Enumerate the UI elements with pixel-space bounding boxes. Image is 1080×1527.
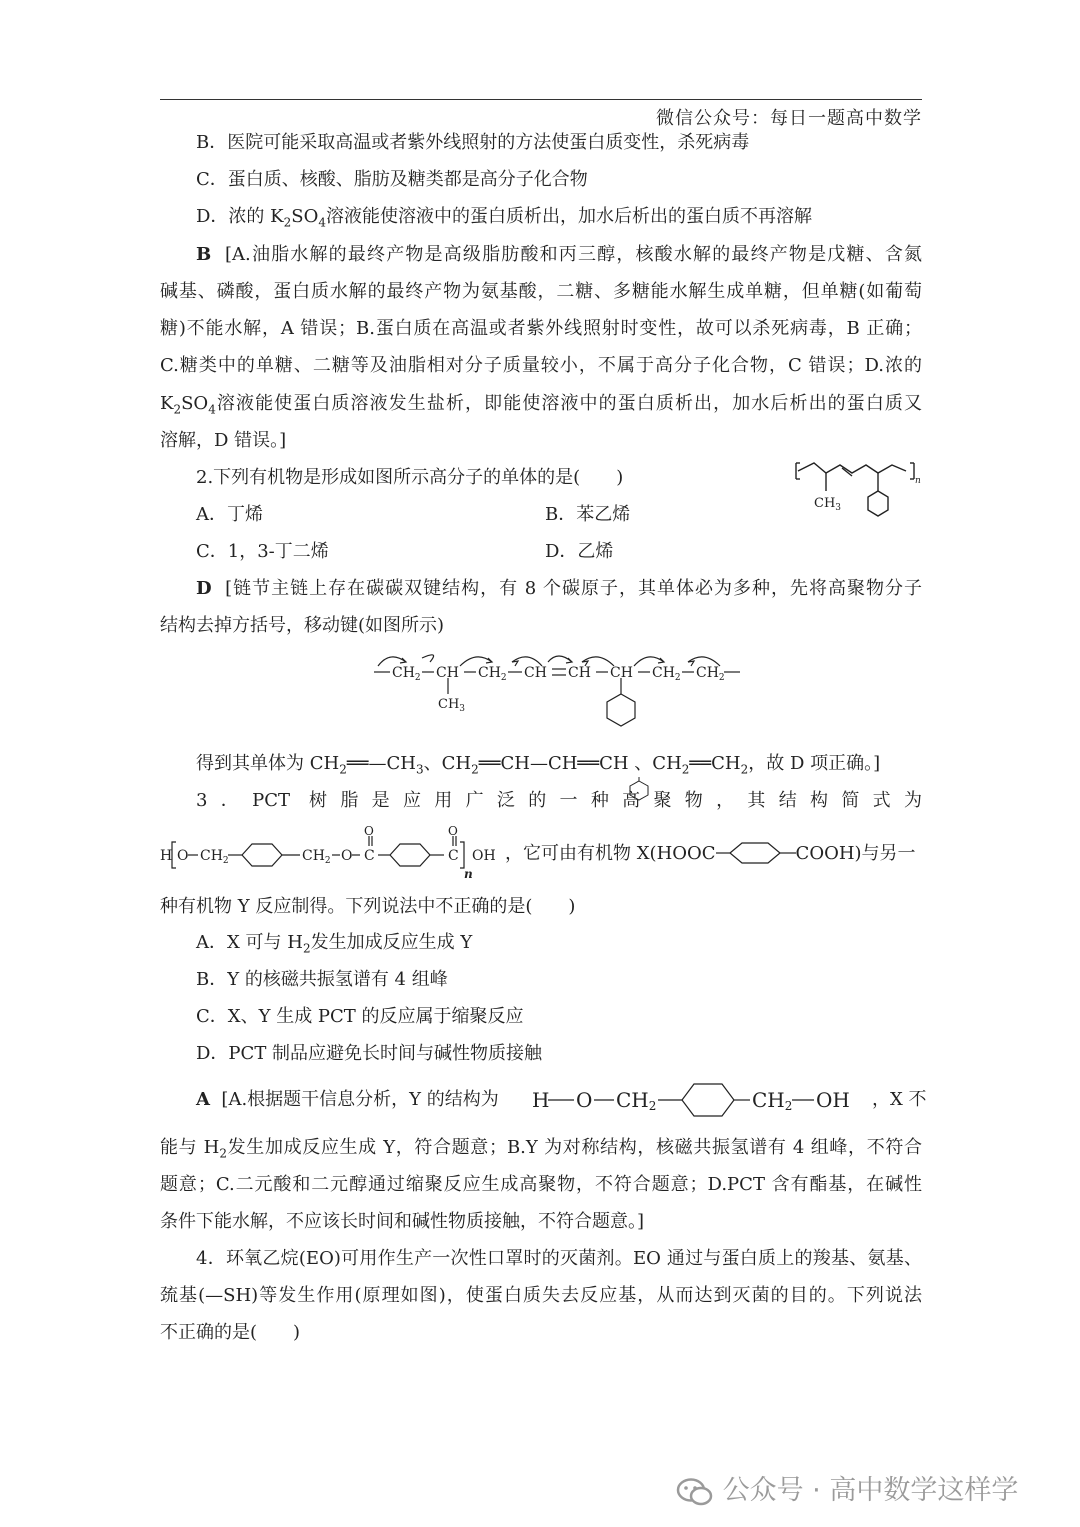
q2-polymer-structure bbox=[790, 455, 920, 525]
q1-option-b: B．医院可能采取高温或者紫外线照射的方法使蛋白质变性，杀死病毒 bbox=[196, 132, 750, 153]
q1-answer: B bbox=[196, 244, 212, 265]
q3-option-a: A．X 可与 $H_2$发生加成反应生成 Y bbox=[196, 932, 473, 956]
q3-answer: A bbox=[196, 1089, 210, 1110]
wechat-icon bbox=[676, 1477, 714, 1507]
q3-x-benzene-ring bbox=[716, 841, 796, 865]
q1-explanation-line-1: B [A.油脂水解的最终产物是高级脂肪酸和丙三醇，核酸水解的最终产物是戊糖、含氮 bbox=[196, 244, 922, 265]
svg-text:O: O bbox=[364, 824, 374, 838]
q3-stem-line-2: ，它可由有机物 X(HOOC COOH)与另一 bbox=[505, 843, 916, 864]
q4-stem-line-2: 巯基(—SH)等发生作用(原理如图)，使蛋白质失去反应基，从而达到灭菌的目的。下列说法 bbox=[160, 1285, 922, 1306]
q3-option-c: C．X、Y 生成 PCT 的反应属于缩聚反应 bbox=[196, 1006, 524, 1027]
q2-option-c: C．1，3-丁二烯 bbox=[196, 541, 329, 562]
q3-explanation-line-4: 条件下能水解，不应该长时间和碱性物质接触，不符合题意。] bbox=[160, 1211, 645, 1232]
q3-explanation-line-3: 题意；C.二元酸和二元醇通过缩聚反应生成高聚物，不符合题意；D.PCT 含有酯基，在碱性 bbox=[160, 1174, 922, 1195]
q3-explanation-line-2: 能与 $H_2$发生加成反应生成 Y，符合题意；B.Y 为对称结构，核磁共振氢谱有 4 组峰，不符合 bbox=[160, 1137, 922, 1161]
q2-stem: 2.下列有机物是形成如图所示高分子的单体的是( ) bbox=[196, 467, 624, 488]
svg-text:CH2: $CH_2$ bbox=[200, 848, 229, 866]
svg-text:H: H bbox=[160, 848, 173, 864]
q2-bond-shift-diagram bbox=[372, 648, 748, 740]
q3-option-b: B．Y 的核磁共振氢谱有 4 组峰 bbox=[196, 969, 448, 990]
q2-explanation-line-3: 得到其单体为 $CH_2══—CH_3$、$CH_2══CH—CH══CH$ 、$CH_2══CH_2$，故 D 项正确。] bbox=[196, 753, 881, 777]
svg-text:n: n bbox=[464, 867, 473, 881]
svg-text:O: O bbox=[177, 848, 189, 864]
q3-y-structure bbox=[530, 1080, 880, 1120]
svg-text:n: n bbox=[915, 476, 921, 486]
q1-explanation-line-2: 碱基、磷酸，蛋白质水解的最终产物为氨基酸，二糖、多糖能水解生成单糖，但单糖(如葡萄 bbox=[160, 281, 922, 302]
svg-text:CH: CH bbox=[610, 665, 633, 681]
q2-answer: D bbox=[196, 578, 212, 599]
svg-text:H: H bbox=[532, 1088, 550, 1112]
q4-stem-line-3: 不正确的是( ) bbox=[160, 1322, 301, 1343]
svg-text:CH2: $CH_2$ bbox=[652, 665, 681, 683]
svg-text:C: C bbox=[448, 848, 459, 864]
svg-text:OH: OH bbox=[816, 1088, 850, 1112]
svg-text:C: C bbox=[364, 848, 375, 864]
q1-explanation-line-3: 糖)不能水解，A 错误；B.蛋白质在高温或者紫外线照射时变性，故可以杀死病毒，B 正确； bbox=[160, 318, 922, 339]
q1-option-d: D．浓的 $K_2SO_4$溶液能使溶液中的蛋白质析出，加水后析出的蛋白质不再溶解 bbox=[196, 206, 812, 230]
header-source: 微信公众号：每日一题高中数学 bbox=[656, 108, 922, 129]
header-rule bbox=[160, 99, 922, 100]
q1-explanation-line-5: $K_2SO_4$溶液能使蛋白质溶液发生盐析，即能使溶液中的蛋白质析出，加水后析出的蛋白质又 bbox=[160, 393, 922, 417]
svg-text:CH2: $CH_2$ bbox=[392, 665, 421, 683]
q2-option-d: D．乙烯 bbox=[545, 541, 614, 562]
svg-text:CH: CH bbox=[436, 665, 459, 681]
svg-text:CH2: $CH_2$ bbox=[478, 665, 507, 683]
svg-text:CH: CH bbox=[524, 665, 547, 681]
svg-text:O: O bbox=[341, 848, 353, 864]
svg-text:CH: CH bbox=[568, 665, 591, 681]
q1-explanation-line-4: C.糖类中的单糖、二糖等及油脂相对分子质量较小，不属于高分子化合物，C 错误；D.浓的 bbox=[160, 355, 922, 376]
svg-text:CH2: $CH_2$ bbox=[696, 665, 725, 683]
q3-explanation-line-1: A [A.根据题干信息分析，Y 的结构为 bbox=[196, 1089, 499, 1110]
q4-stem-line-1: 4．环氧乙烷(EO)可用作生产一次性口罩时的灭菌剂。EO 通过与蛋白质上的羧基、氨基、 bbox=[196, 1248, 922, 1269]
svg-text:CH2: CH2 bbox=[752, 1088, 793, 1113]
q3-stem-line-1: 3．PCT 树脂是应用广泛的一种高聚物，其结构简式为 bbox=[196, 790, 922, 811]
q2-option-b: B．苯乙烯 bbox=[545, 504, 631, 525]
q3-stem-line-3: 种有机物 Y 反应制得。下列说法中不正确的是( ) bbox=[160, 896, 576, 917]
svg-text:CH3: $CH_3$ bbox=[438, 697, 466, 714]
svg-text:OH: OH bbox=[472, 848, 496, 864]
svg-text:O: O bbox=[448, 824, 458, 838]
q3-explanation-line-1-end: ，X 不 bbox=[872, 1089, 927, 1110]
watermark: 公众号 · 高中数学这样学 bbox=[676, 1468, 1018, 1507]
svg-text:O: O bbox=[576, 1088, 593, 1112]
q2-explanation-line-1: D [链节主链上存在碳碳双键结构，有 8 个碳原子，其单体必为多种，先将高聚物分子 bbox=[196, 578, 922, 599]
q2-option-a: A．丁烯 bbox=[196, 504, 263, 525]
q3-pct-structure bbox=[160, 822, 505, 884]
svg-text:CH2: CH2 bbox=[616, 1088, 657, 1113]
q1-explanation-line-6: 溶解，D 错误。] bbox=[160, 430, 287, 451]
svg-text:CH3: $CH_3$ bbox=[814, 496, 842, 513]
svg-text:CH2: $CH_2$ bbox=[302, 848, 331, 866]
q1-option-c: C．蛋白质、核酸、脂肪及糖类都是高分子化合物 bbox=[196, 169, 588, 190]
q3-option-d: D．PCT 制品应避免长时间与碱性物质接触 bbox=[196, 1043, 543, 1064]
q2-explanation-line-2: 结构去掉方括号，移动键(如图所示) bbox=[160, 615, 445, 636]
